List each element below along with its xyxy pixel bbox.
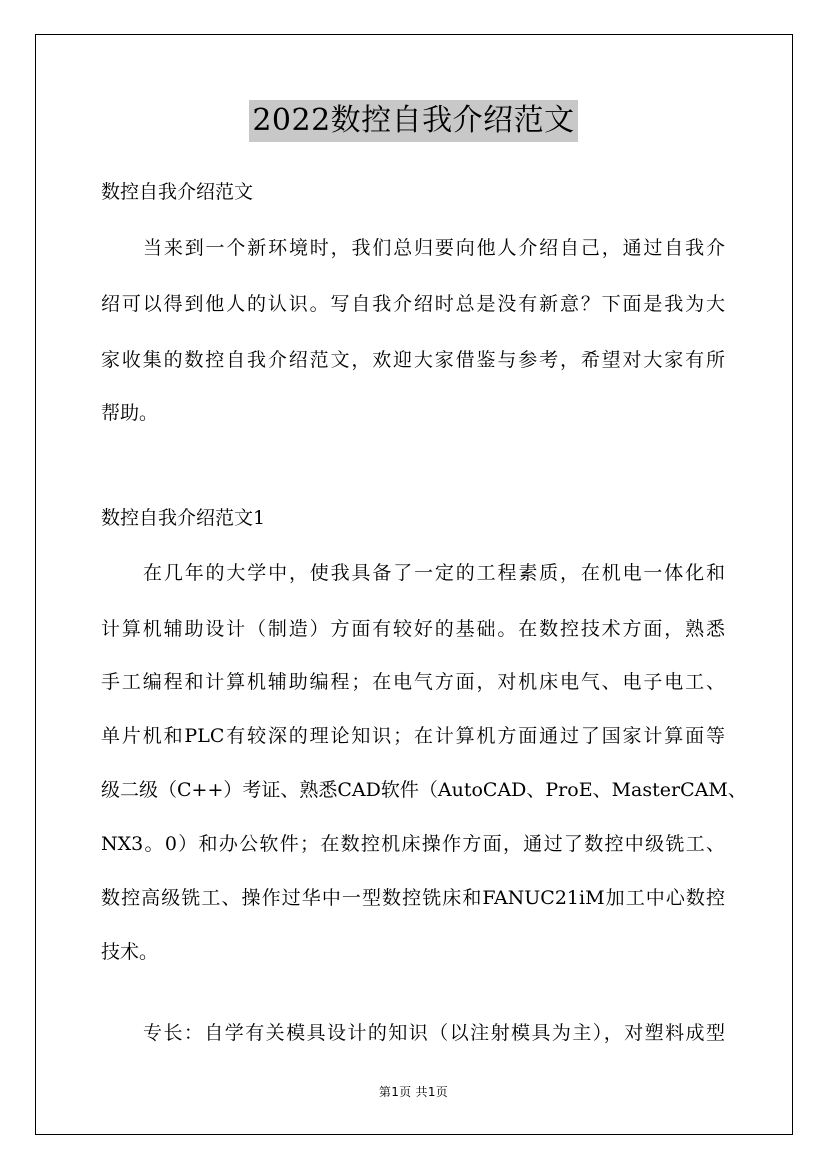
page-footer: 第1页 共1页 <box>378 1085 449 1099</box>
paragraph-line: 当来到一个新环境时，我们总归要向他人介绍自己，通过自我介 <box>143 237 725 259</box>
paragraph-line: 专长：自学有关模具设计的知识（以注射模具为主），对塑料成型 <box>143 1022 725 1044</box>
paragraph-line: 在几年的大学中，使我具备了一定的工程素质，在机电一体化和 <box>143 562 725 584</box>
section-heading: 数控自我介绍范文 <box>101 181 254 203</box>
paragraph-line: 家收集的数控自我介绍范文，欢迎大家借鉴与参考，希望对大家有所 <box>101 349 725 371</box>
document-title: 2022数控自我介绍范文 <box>249 100 577 142</box>
title-container <box>0 100 827 142</box>
paragraph-line: 数控高级铣工、操作过华中一型数控铣床和FANUC21iM加工中心数控 <box>101 887 725 909</box>
paragraph-line: 技术。 <box>101 941 159 963</box>
paragraph-line: NX3。0）和办公软件；在数控机床操作方面，通过了数控中级铣工、 <box>101 833 725 855</box>
paragraph-line: 级二级（C++）考证、熟悉CAD软件（AutoCAD、ProE、MasterCAM、 <box>101 779 747 801</box>
paragraph-line: 绍可以得到他人的认识。写自我介绍时总是没有新意？下面是我为大 <box>101 293 725 315</box>
paragraph-line: 单片机和PLC有较深的理论知识；在计算机方面通过了国家计算面等 <box>101 725 725 747</box>
section-heading: 数控自我介绍范文1 <box>101 507 266 529</box>
paragraph-line: 计算机辅助设计（制造）方面有较好的基础。在数控技术方面，熟悉 <box>101 618 725 640</box>
paragraph-line: 手工编程和计算机辅助编程；在电气方面，对机床电气、电子电工、 <box>101 671 725 693</box>
paragraph-line: 帮助。 <box>101 402 159 424</box>
